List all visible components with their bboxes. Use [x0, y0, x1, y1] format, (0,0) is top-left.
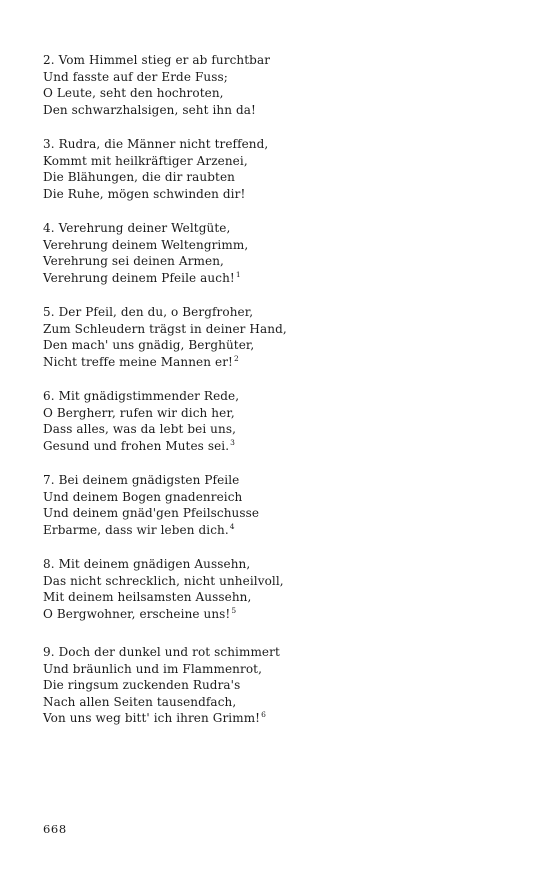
verse-text: Zum Schleudern trägst in deiner Hand,: [43, 321, 287, 336]
verse-text: Gesund und frohen Mutes sei.: [43, 438, 230, 453]
verse-line: [43, 220, 523, 237]
stanza: [43, 304, 523, 370]
verse-line: [43, 710, 523, 727]
verse-text: 4. Verehrung deiner Weltgüte,: [43, 221, 231, 235]
verse-text: Kommt mit heilkräftiger Arzenei,: [43, 153, 248, 168]
verse-line: [43, 505, 523, 522]
stanza: [43, 556, 523, 622]
verse-text: O Bergherr, rufen wir dich her,: [43, 405, 235, 420]
verse-line: [43, 321, 523, 338]
verse-line: [43, 661, 523, 678]
verse-line: [43, 237, 523, 254]
verse-line: [43, 421, 523, 438]
verse-text: Nicht treffe meine Mannen er!: [43, 354, 233, 369]
footnote-marker: 6: [261, 710, 266, 719]
verse-line: [43, 677, 523, 694]
verse-text: 9. Doch der dunkel und rot schimmert: [43, 645, 280, 659]
verse-text: Den schwarzhalsigen, seht ihn da!: [43, 102, 256, 117]
verse-text: Und fasste auf der Erde Fuss;: [43, 69, 228, 84]
verse-line: [43, 556, 523, 573]
verse-line: [43, 522, 523, 539]
verse-text: Den mach' uns gnädig, Berghüter,: [43, 338, 255, 352]
verse-text: 8. Mit deinem gnädigen Aussehn,: [43, 557, 251, 571]
verse-text: Von uns weg bitt' ich ihren Grimm!: [43, 711, 261, 725]
stanza: [43, 472, 523, 538]
verse-text: 2. Vom Himmel stieg er ab furchtbar: [43, 53, 271, 67]
footnote-marker: 5: [231, 605, 237, 615]
verse-line: [43, 694, 523, 711]
verse-text: 6. Mit gnädigstimmender Rede,: [43, 389, 240, 403]
verse-line: [43, 186, 523, 203]
verse-line: [43, 388, 523, 405]
verse-line: [43, 573, 523, 590]
stanza: [43, 220, 523, 286]
verse-text: Die ringsum zuckenden Rudra's: [43, 678, 241, 692]
verse-text: Verehrung sei deinen Armen,: [43, 254, 224, 268]
verse-text: Die Blähungen, die dir raubten: [43, 170, 235, 184]
verse-line: [43, 153, 523, 170]
stanza: [43, 388, 523, 454]
verse-line: [43, 304, 523, 321]
verse-text: Und deinem gnäd'gen Pfeilschusse: [43, 506, 260, 520]
verse-line: [43, 69, 523, 86]
verse-text: 5. Der Pfeil, den du, o Bergfroher,: [43, 305, 254, 319]
verse-line: [43, 85, 523, 102]
verse-line: [43, 253, 523, 270]
verse-text: Das nicht schrecklich, nicht unheilvoll,: [43, 573, 284, 588]
verse-line: [43, 606, 523, 623]
stanza: [43, 136, 523, 202]
stanza: [43, 52, 523, 118]
verse-text: Nach allen Seiten tausendfach,: [43, 694, 237, 709]
verse-line: [43, 102, 523, 119]
verse-line: [43, 405, 523, 422]
verse-line: [43, 354, 523, 371]
footnote-marker: 3: [230, 437, 236, 447]
verse-text: 3. Rudra, die Männer nicht treffend,: [43, 137, 269, 151]
verse-line: [43, 136, 523, 153]
footnote-marker: 2: [233, 353, 239, 363]
verse-text: Dass alles, was da lebt bei uns,: [43, 422, 236, 436]
verse-line: [43, 472, 523, 489]
verse-text: Verehrung deinem Pfeile auch!: [43, 270, 235, 285]
verse-text: Erbarme, dass wir leben dich.: [43, 522, 229, 537]
verse-line: [43, 270, 523, 287]
stanza: [43, 644, 523, 727]
verse-text: O Bergwohner, erscheine uns!: [43, 606, 231, 621]
verse-text: Verehrung deinem Weltengrimm,: [43, 237, 249, 252]
verse-text: O Leute, seht den hochroten,: [43, 86, 224, 100]
verse-line: [43, 169, 523, 186]
footnote-marker: 4: [229, 521, 235, 531]
footnote-marker: 1: [235, 269, 241, 279]
verse-line: [43, 438, 523, 455]
verse-text: Und bräunlich und im Flammenrot,: [43, 661, 262, 676]
verse-line: [43, 489, 523, 506]
verse-line: [43, 589, 523, 606]
verse-text: 7. Bei deinem gnädigsten Pfeile: [43, 473, 240, 487]
verse-line: [43, 644, 523, 661]
verse-text: Mit deinem heilsamsten Aussehn,: [43, 590, 252, 604]
page-number: 668: [43, 822, 67, 836]
verse-text: Die Ruhe, mögen schwinden dir!: [43, 186, 246, 201]
verse-line: [43, 52, 523, 69]
verse-line: [43, 337, 523, 354]
verse-text: Und deinem Bogen gnadenreich: [43, 489, 243, 504]
